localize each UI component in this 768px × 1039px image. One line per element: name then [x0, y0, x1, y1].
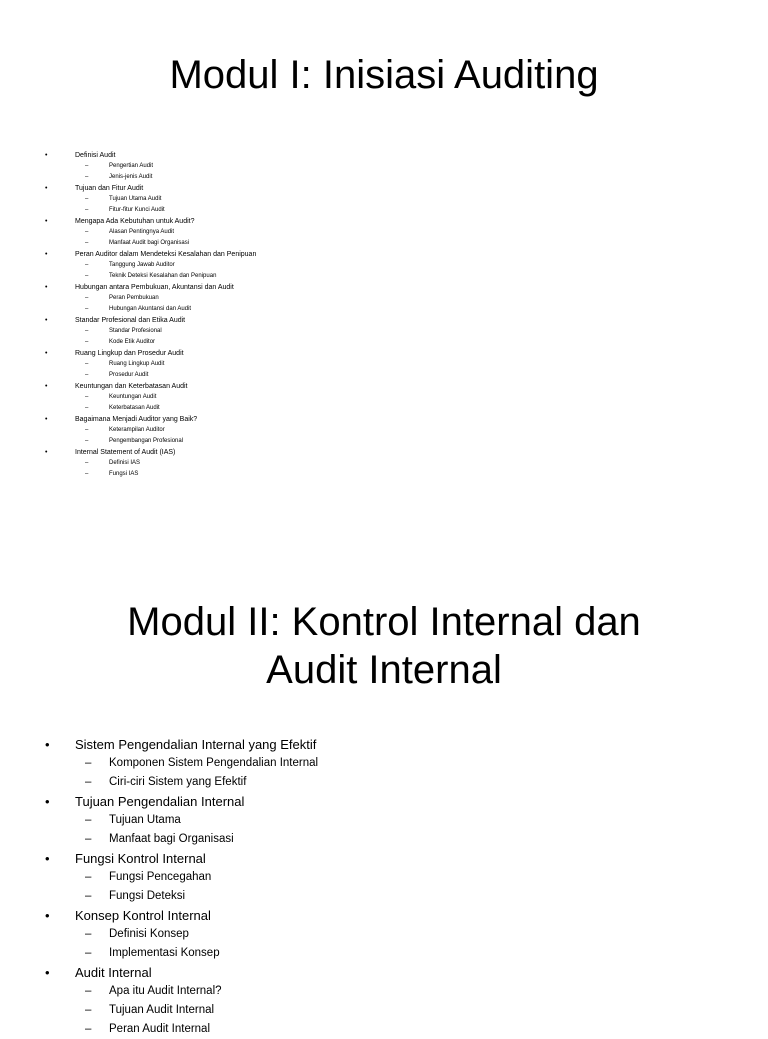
- sub-bullet-item: [0, 1001, 768, 1020]
- sub-bullet-text: Tanggung Jawab Auditor: [109, 262, 175, 268]
- sub-bullet-item: [0, 293, 768, 304]
- sub-bullet-text: Keuntungan Audit: [109, 394, 157, 400]
- slide-modul-1: [0, 0, 768, 512]
- dash-marker: –: [85, 361, 89, 367]
- bullet-text: Standar Profesional dan Etika Audit: [75, 317, 186, 324]
- dash-marker: –: [85, 833, 92, 845]
- bullet-marker: •: [45, 794, 50, 809]
- bullet-section: [0, 150, 768, 183]
- sub-bullet-text: Teknik Deteksi Kesalahan dan Penipuan: [109, 273, 217, 279]
- dash-marker: –: [85, 372, 89, 378]
- sub-bullet-text: Definisi Konsep: [109, 928, 189, 940]
- sub-bullet-text: Fungsi IAS: [109, 471, 139, 477]
- title-line-2: Audit Internal: [266, 648, 502, 692]
- bullet-item: [0, 414, 768, 425]
- dash-marker: –: [85, 405, 89, 411]
- bullet-text: Audit Internal: [75, 965, 152, 980]
- dash-marker: –: [85, 328, 89, 334]
- sub-bullet-text: Ruang Lingkup Audit: [109, 361, 165, 367]
- sub-bullet-text: Pengembangan Profesional: [109, 438, 184, 444]
- bullet-marker: •: [45, 908, 50, 923]
- bullet-marker: •: [45, 416, 48, 423]
- bullet-section: [0, 792, 768, 849]
- dash-marker: –: [85, 196, 89, 202]
- sub-bullet-text: Tujuan Utama: [109, 814, 181, 826]
- bullet-marker: •: [45, 383, 48, 390]
- sub-bullet-item: [0, 260, 768, 271]
- sub-bullet-text: Keterbatasan Audit: [109, 405, 160, 411]
- bullet-text: Ruang Lingkup dan Prosedur Audit: [75, 350, 184, 357]
- bullet-marker: •: [45, 185, 48, 192]
- sub-bullet-item: [0, 436, 768, 447]
- sub-bullet-text: Komponen Sistem Pengendalian Internal: [109, 757, 319, 769]
- sub-bullet-item: [0, 811, 768, 830]
- dash-marker: –: [85, 394, 89, 400]
- bullet-section: [0, 216, 768, 249]
- sub-bullet-item: [0, 271, 768, 282]
- bullet-section: [0, 381, 768, 414]
- sub-bullet-text: Manfaat bagi Organisasi: [109, 833, 234, 845]
- bullet-item: [0, 348, 768, 359]
- bullet-marker: •: [45, 350, 48, 357]
- sub-bullet-item: [0, 469, 768, 480]
- sub-bullet-text: Apa itu Audit Internal?: [109, 985, 222, 997]
- dash-marker: –: [85, 947, 92, 959]
- bullet-item: [0, 849, 768, 868]
- dash-marker: –: [85, 306, 89, 312]
- bullet-text: Bagaimana Menjadi Auditor yang Baik?: [75, 416, 198, 423]
- sub-bullet-item: [0, 403, 768, 414]
- dash-marker: –: [85, 229, 89, 235]
- slide-title: [0, 598, 768, 694]
- sub-bullet-item: [0, 1020, 768, 1039]
- sub-bullet-text: Hubungan Akuntansi dan Audit: [109, 306, 192, 312]
- bullet-text: Tujuan Pengendalian Internal: [75, 794, 245, 809]
- sub-bullet-item: [0, 194, 768, 205]
- sub-bullet-item: [0, 326, 768, 337]
- bullet-text: Internal Statement of Audit (IAS): [75, 449, 176, 456]
- bullet-text: Peran Auditor dalam Mendeteksi Kesalahan dan Penipuan: [75, 251, 257, 258]
- sub-bullet-text: Fungsi Pencegahan: [109, 871, 212, 883]
- bullet-item: [0, 315, 768, 326]
- bullet-item: [0, 381, 768, 392]
- bullet-item: [0, 963, 768, 982]
- bullet-text: Hubungan antara Pembukuan, Akuntansi dan Audit: [75, 284, 234, 291]
- dash-marker: –: [85, 1023, 92, 1035]
- bullet-item: [0, 183, 768, 194]
- dash-marker: –: [85, 174, 89, 180]
- bullet-marker: •: [45, 317, 48, 324]
- bullet-section: [0, 963, 768, 1039]
- bullet-item: [0, 735, 768, 754]
- bullet-marker: •: [45, 284, 48, 291]
- sub-bullet-text: Definisi IAS: [109, 460, 141, 466]
- sub-bullet-text: Tujuan Utama Audit: [109, 196, 162, 202]
- sub-bullet-item: [0, 925, 768, 944]
- dash-marker: –: [85, 262, 89, 268]
- sub-bullet-item: [0, 982, 768, 1001]
- dash-marker: –: [85, 928, 92, 940]
- bullet-item: [0, 447, 768, 458]
- bullet-marker: •: [45, 965, 50, 980]
- sub-bullet-item: [0, 337, 768, 348]
- sub-bullet-item: [0, 172, 768, 183]
- dash-marker: –: [85, 240, 89, 246]
- bullet-marker: •: [45, 218, 48, 225]
- dash-marker: –: [85, 1004, 92, 1016]
- bullet-section: [0, 735, 768, 792]
- dash-marker: –: [85, 890, 92, 902]
- bullet-item: [0, 150, 768, 161]
- sub-bullet-text: Manfaat Audit bagi Organisasi: [109, 240, 190, 246]
- sub-bullet-text: Standar Profesional: [109, 328, 162, 334]
- bullet-section: [0, 906, 768, 963]
- sub-bullet-item: [0, 773, 768, 792]
- dash-marker: –: [85, 757, 92, 769]
- sub-bullet-text: Tujuan Audit Internal: [109, 1004, 215, 1016]
- bullet-marker: •: [45, 737, 50, 752]
- sub-bullet-item: [0, 227, 768, 238]
- bullet-text: Sistem Pengendalian Internal yang Efektif: [75, 737, 317, 752]
- sub-bullet-item: [0, 425, 768, 436]
- bullet-marker: •: [45, 851, 50, 866]
- sub-bullet-text: Implementasi Konsep: [109, 947, 220, 959]
- bullet-text: Fungsi Kontrol Internal: [75, 851, 206, 866]
- sub-bullet-text: Keterampilan Auditor: [109, 427, 165, 433]
- dash-marker: –: [85, 438, 89, 444]
- bullet-section: [0, 447, 768, 480]
- bullet-text: Mengapa Ada Kebutuhan untuk Audit?: [75, 218, 195, 225]
- sub-bullet-item: [0, 161, 768, 172]
- bullet-text: Definisi Audit: [75, 152, 116, 159]
- bullet-text: Keuntungan dan Keterbatasan Audit: [75, 383, 188, 390]
- slide-title: Modul I: Inisiasi Auditing: [169, 53, 599, 97]
- dash-marker: –: [85, 163, 89, 169]
- bullet-section: [0, 282, 768, 315]
- dash-marker: –: [85, 776, 92, 788]
- sub-bullet-item: [0, 754, 768, 773]
- sub-bullet-text: Ciri-ciri Sistem yang Efektif: [109, 776, 247, 788]
- sub-bullet-text: Jenis-jenis Audit: [109, 174, 153, 180]
- sub-bullet-item: [0, 944, 768, 963]
- bullet-list: [0, 735, 768, 1039]
- dash-marker: –: [85, 207, 89, 213]
- sub-bullet-text: Peran Audit Internal: [109, 1023, 211, 1035]
- bullet-text: Konsep Kontrol Internal: [75, 908, 211, 923]
- bullet-list: [0, 150, 768, 480]
- dash-marker: –: [85, 460, 89, 466]
- slide-modul-2: [0, 580, 768, 1035]
- sub-bullet-text: Fitur-fitur Kunci Audit: [109, 207, 165, 213]
- sub-bullet-item: [0, 458, 768, 469]
- sub-bullet-text: Fungsi Deteksi: [109, 890, 186, 902]
- dash-marker: –: [85, 273, 89, 279]
- sub-bullet-item: [0, 887, 768, 906]
- sub-bullet-text: Prosedur Audit: [109, 372, 149, 378]
- dash-marker: –: [85, 427, 89, 433]
- bullet-section: [0, 414, 768, 447]
- bullet-marker: •: [45, 152, 48, 159]
- bullet-item: [0, 282, 768, 293]
- sub-bullet-item: [0, 304, 768, 315]
- dash-marker: –: [85, 871, 92, 883]
- sub-bullet-text: Kode Etik Auditor: [109, 339, 156, 345]
- bullet-marker: •: [45, 449, 48, 456]
- bullet-item: [0, 216, 768, 227]
- bullet-section: [0, 249, 768, 282]
- bullet-section: [0, 315, 768, 348]
- sub-bullet-item: [0, 205, 768, 216]
- dash-marker: –: [85, 295, 89, 301]
- sub-bullet-item: [0, 370, 768, 381]
- sub-bullet-text: Alasan Pentingnya Audit: [109, 229, 175, 235]
- sub-bullet-item: [0, 830, 768, 849]
- sub-bullet-text: Pengertian Audit: [109, 163, 154, 169]
- bullet-section: [0, 348, 768, 381]
- sub-bullet-item: [0, 359, 768, 370]
- dash-marker: –: [85, 985, 92, 997]
- bullet-text: Tujuan dan Fitur Audit: [75, 185, 144, 192]
- bullet-item: [0, 249, 768, 260]
- sub-bullet-item: [0, 868, 768, 887]
- bullet-item: [0, 906, 768, 925]
- bullet-marker: •: [45, 251, 48, 258]
- bullet-item: [0, 792, 768, 811]
- sub-bullet-item: [0, 392, 768, 403]
- bullet-section: [0, 183, 768, 216]
- dash-marker: –: [85, 339, 89, 345]
- dash-marker: –: [85, 814, 92, 826]
- dash-marker: –: [85, 471, 89, 477]
- title-line-1: Modul II: Kontrol Internal dan: [127, 600, 641, 644]
- sub-bullet-item: [0, 238, 768, 249]
- sub-bullet-text: Peran Pembukuan: [109, 295, 159, 301]
- bullet-section: [0, 849, 768, 906]
